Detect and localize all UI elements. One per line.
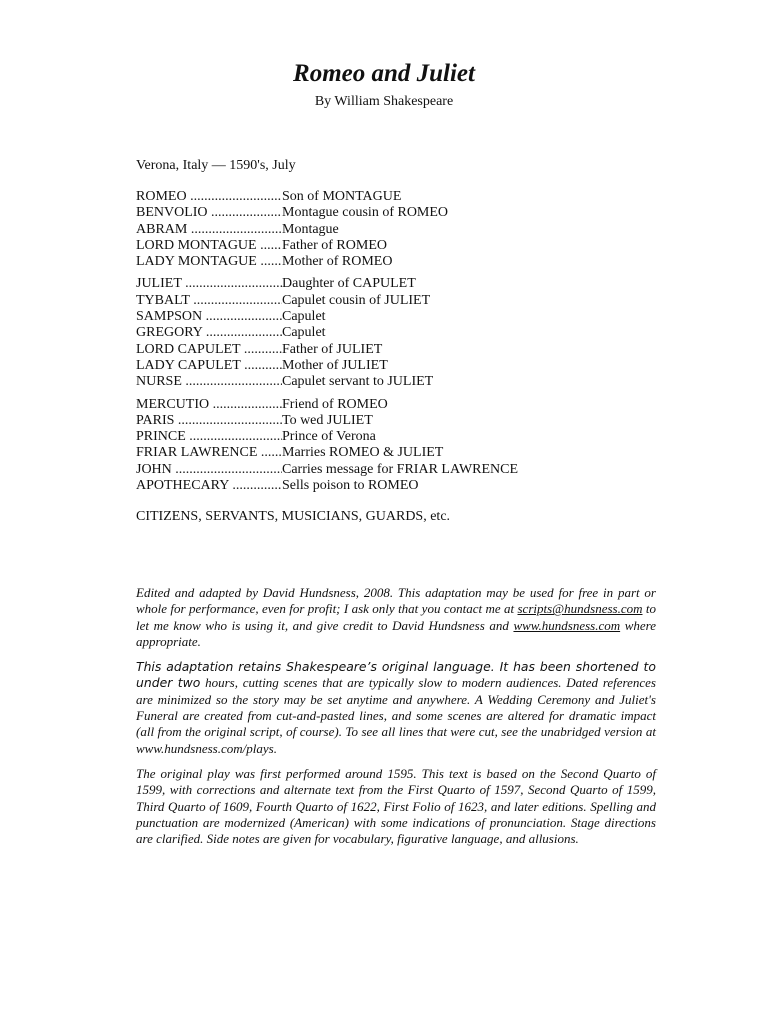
- note-text: to let me know who is using it, and give credit to David Hundsness and: [136, 601, 656, 633]
- cast-list: [136, 189, 656, 500]
- character-description: Montague: [282, 221, 339, 237]
- character-description: Prince of Verona: [282, 429, 376, 445]
- character-name: JOHN .....: [136, 462, 282, 478]
- note-text: Edited and adapted by David Hundsness, 2008. This adaptation may be used for free in part or whole for performance, even for profit; I ask only that you contact me at: [136, 585, 656, 617]
- character-name: LADY CAPULET .....: [136, 358, 282, 374]
- character-name: PARIS .....: [136, 413, 282, 429]
- note-text: hours, cutting scenes that are typically slow to modern audiences. Dated references are minimized so the story may be set anytime and anywhere. A Wedding Ceremony and Juliet's Funeral are created from cut-and-pasted lines, and some scenes are altered for dramatic impact (all from the original script, of course). To see all lines that were cut, see the unabridged version at www.hundsness.com/plays.: [136, 675, 656, 756]
- character-description: Father of JULIET: [282, 341, 383, 357]
- character-name: BENVOLIO .....: [136, 205, 282, 221]
- cast-row: [136, 429, 656, 445]
- character-description: Capulet servant to JULIET: [282, 374, 434, 390]
- cast-row: [136, 413, 656, 429]
- cast-row: [136, 205, 656, 221]
- character-name: NURSE .....: [136, 374, 282, 390]
- website-link[interactable]: www.hundsness.com: [513, 617, 621, 633]
- setting-line: Verona, Italy — 1590's, July: [136, 158, 296, 173]
- character-description: Carries message for FRIAR LAWRENCE: [282, 461, 519, 477]
- character-description: Montague cousin of ROMEO: [282, 205, 449, 221]
- cast-row: [136, 293, 656, 309]
- character-description: Capulet: [282, 309, 326, 325]
- note-paragraph-edited: [136, 585, 656, 650]
- cast-row: [136, 478, 656, 494]
- note-text: where appropriate.: [136, 617, 656, 649]
- note-lead-text: This adaptation retains Shakespeare’s original language. It has been shortened to under two: [136, 659, 656, 691]
- character-description: Sells poison to ROMEO: [282, 478, 419, 494]
- character-description: Mother of JULIET: [282, 357, 388, 373]
- author-byline: By William Shakespeare: [314, 94, 454, 109]
- character-description: Marries ROMEO & JULIET: [282, 445, 444, 461]
- character-name: APOTHECARY .....: [136, 478, 282, 494]
- character-name: MERCUTIO .....: [136, 397, 282, 413]
- cast-row: [136, 342, 656, 358]
- character-name: LORD MONTAGUE .....: [136, 238, 282, 254]
- notes-section: [136, 585, 656, 856]
- cast-group: [136, 397, 656, 495]
- cast-row: [136, 309, 656, 325]
- character-name: JULIET .....: [136, 276, 282, 292]
- character-name: FRIAR LAWRENCE .....: [136, 445, 282, 461]
- cast-row: [136, 238, 656, 254]
- character-description: To wed JULIET: [282, 412, 373, 428]
- character-description: Father of ROMEO: [282, 237, 387, 253]
- character-name: GREGORY .....: [136, 325, 282, 341]
- character-name: LADY MONTAGUE .....: [136, 254, 282, 270]
- page-title: Romeo and Juliet: [293, 60, 475, 87]
- email-link[interactable]: scripts@hundsness.com: [517, 601, 643, 617]
- character-description: Capulet cousin of JULIET: [282, 292, 431, 308]
- character-name: ABRAM .....: [136, 222, 282, 238]
- cast-row: [136, 189, 656, 205]
- character-name: TYBALT .....: [136, 293, 282, 309]
- cast-group: [136, 189, 656, 270]
- note-paragraph-adaptation: [136, 659, 656, 757]
- note-paragraph-sources: The original play was first performed around 1595. This text is based on the Second Quarto of 1599, with corrections and alternate text from the First Quarto of 1597, Second Quarto of 1599, Third Quarto of 1609, Fourth Quarto of 1622, First Folio of 1623, and later editions. Spelling and punctuation are modernized (American) with some indications of pronunciation. Stage directions are clarified. Side notes are given for vocabulary, figurative language, and allusions.: [136, 765, 656, 847]
- cast-row: [136, 397, 656, 413]
- character-description: Capulet: [282, 325, 326, 341]
- extras-line: CITIZENS, SERVANTS, MUSICIANS, GUARDS, etc.: [136, 509, 451, 524]
- character-name: PRINCE .....: [136, 429, 282, 445]
- cast-row: [136, 276, 656, 292]
- character-description: Mother of ROMEO: [282, 254, 393, 270]
- cast-row: [136, 325, 656, 341]
- cast-row: [136, 462, 656, 478]
- cast-row: [136, 254, 656, 270]
- cast-row: [136, 358, 656, 374]
- character-name: SAMPSON .....: [136, 309, 282, 325]
- cast-row: [136, 222, 656, 238]
- cast-row: [136, 374, 656, 390]
- character-description: Son of MONTAGUE: [282, 189, 402, 204]
- character-description: Friend of ROMEO: [282, 396, 388, 412]
- character-name: LORD CAPULET .....: [136, 342, 282, 358]
- character-name: ROMEO .....: [136, 189, 282, 205]
- cast-row: [136, 445, 656, 461]
- cast-group: [136, 276, 656, 390]
- character-description: Daughter of CAPULET: [282, 276, 416, 292]
